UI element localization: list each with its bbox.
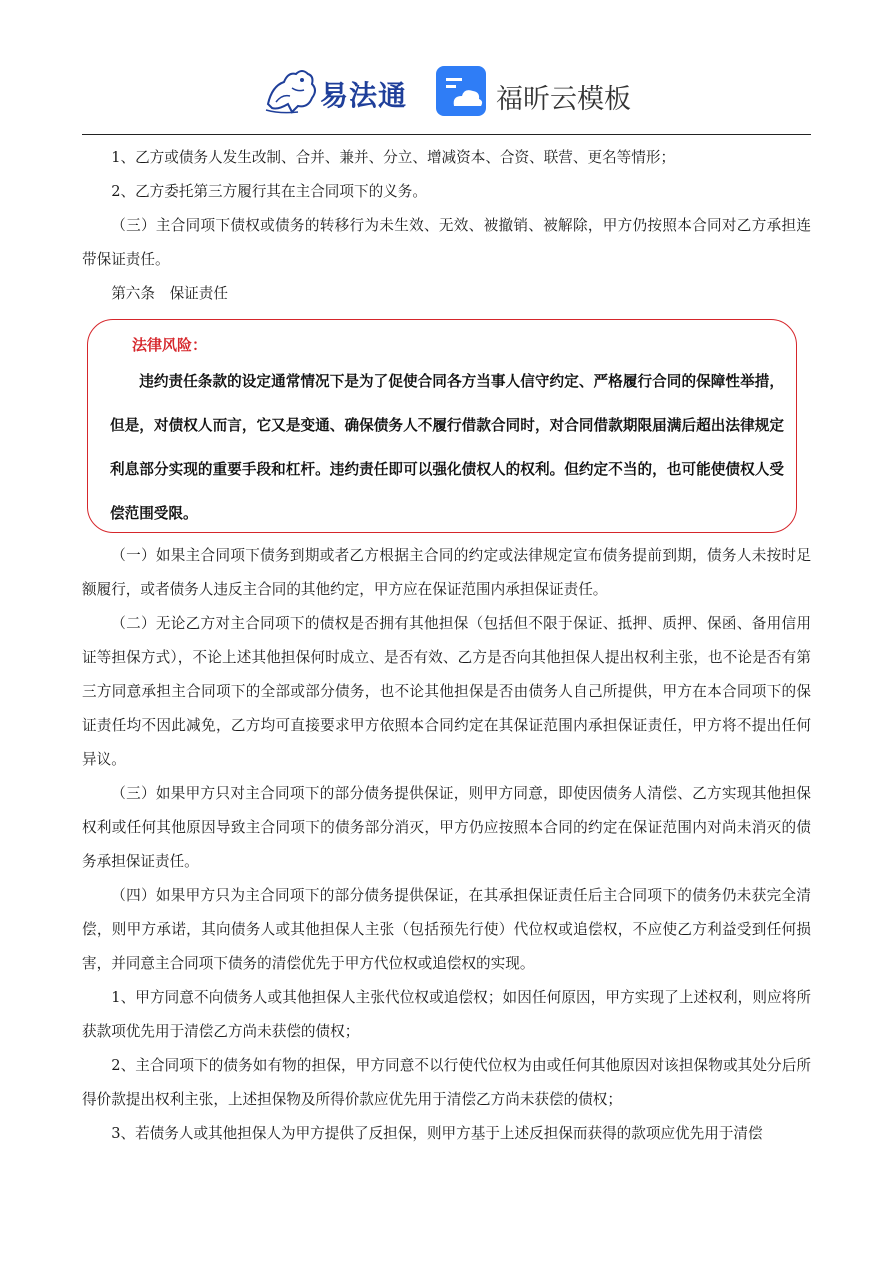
- page-header: [0, 58, 893, 126]
- paragraph: （一）如果主合同项下债务到期或者乙方根据主合同的约定或法律规定宣布债务提前到期，债务人未按时足额履行，或者债务人违反主合同的其他约定，甲方应在保证范围内承担保证责任。: [82, 547, 811, 598]
- paragraph: （三）主合同项下债权或债务的转移行为未生效、无效、被撤销、被解除，甲方仍按照本合同对乙方承担连带保证责任。: [82, 217, 811, 268]
- cloud-document-icon: [436, 66, 486, 116]
- legal-risk-title: 法律风险：: [132, 336, 208, 354]
- logo-text: 福昕云模板: [496, 84, 631, 115]
- paragraph: （三）如果甲方只对主合同项下的部分债务提供保证，则甲方同意，即使因债务人清偿、乙方实现其他担保权利或任何其他原因导致主合同项下的债务部分消灭，甲方仍应按照本合同的约定在保证范围内对尚未消灭的债务承担保证责任。: [82, 785, 811, 870]
- legal-risk-callout: [87, 319, 797, 533]
- paragraph: 2、乙方委托第三方履行其在主合同项下的义务。: [111, 183, 427, 200]
- paragraph: 1、甲方同意不向债务人或其他担保人主张代位权或追偿权；如因任何原因，甲方实现了上述权利，则应将所获款项优先用于清偿乙方尚未获偿的债权；: [82, 989, 811, 1040]
- document-body: [82, 141, 811, 1151]
- paragraph: 1、乙方或债务人发生改制、合并、兼并、分立、增减资本、合资、联营、更名等情形；: [111, 149, 676, 166]
- yifatong-logo: [262, 64, 412, 116]
- paragraph: （二）无论乙方对主合同项下的债权是否拥有其他担保（包括但不限于保证、抵押、质押、保函、备用信用证等担保方式），不论上述其他担保何时成立、是否有效、乙方是否向其他担保人提出权利主张，也不论是否有第三方同意承担主合同项下的全部或部分债务，也不论其他担保是否由债务人自己所提供，甲方在本合同项下的保证责任均不因此减免，乙方均可直接要求甲方依照本合同约定在其保证范围内承担保证责任，甲方将不提出任何异议。: [82, 615, 811, 768]
- logo-text: 易法通: [320, 79, 408, 112]
- paragraph: 3、若债务人或其他担保人为甲方提供了反担保，则甲方基于上述反担保而获得的款项应优先用于清偿: [111, 1125, 763, 1142]
- paragraph: （四）如果甲方只为主合同项下的部分债务提供保证，在其承担保证责任后主合同项下的债务仍未获完全清偿，则甲方承诺，其向债务人或其他担保人主张（包括预先行使）代位权或追偿权，不应使乙方利益受到任何损害，并同意主合同项下债务的清偿优先于甲方代位权或追偿权的实现。: [82, 887, 811, 972]
- paragraph: 2、主合同项下的债务如有物的担保，甲方同意不以行使代位权为由或任何其他原因对该担保物或其处分后所得价款提出权利主张，上述担保物及所得价款应优先用于清偿乙方尚未获偿的债权；: [82, 1057, 811, 1108]
- header-divider: [82, 134, 811, 135]
- foxit-cloud-template-logo: [436, 66, 636, 118]
- legal-risk-text: 违约责任条款的设定通常情况下是为了促使合同各方当事人信守约定、严格履行合同的保障性举措，但是，对债权人而言，它又是变通、确保债务人不履行借款合同时，对合同借款期限届满后超出法律规定利息部分实现的重要手段和杠杆。违约责任即可以强化债权人的权利。但约定不当的，也可能使债权人受偿范围受限。: [110, 373, 784, 522]
- qilin-emblem-icon: [262, 64, 322, 116]
- article-heading: 第六条 保证责任: [111, 285, 228, 302]
